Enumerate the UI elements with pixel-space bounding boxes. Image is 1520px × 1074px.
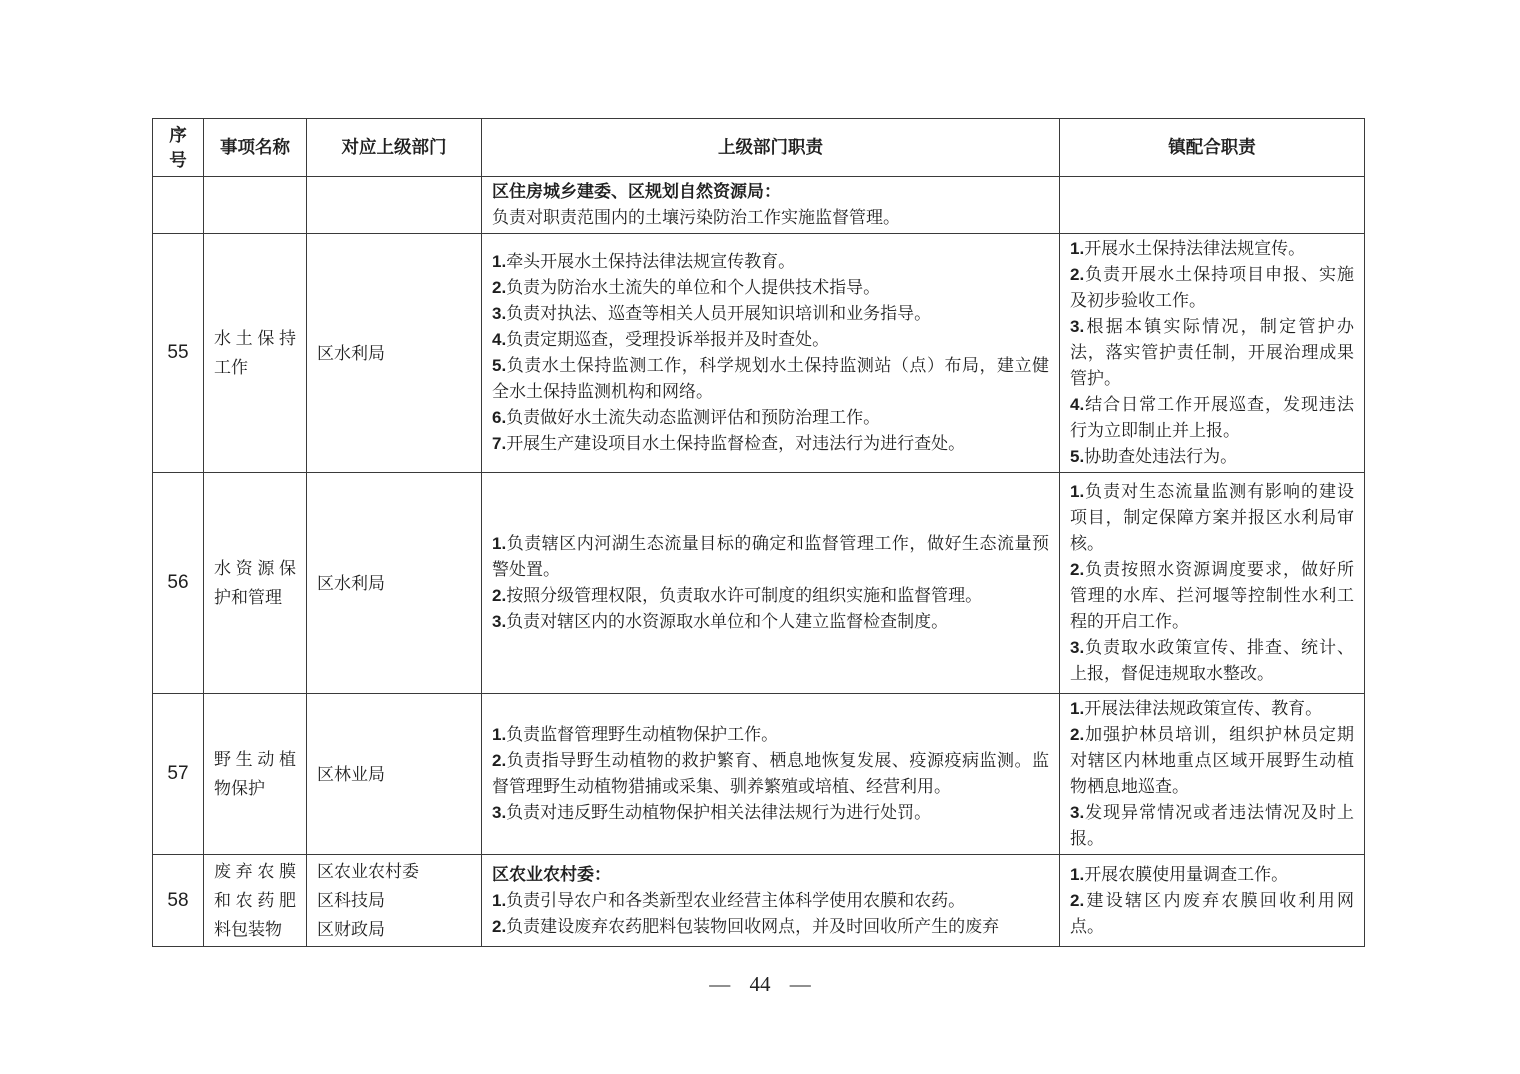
cell-item-name: 水土保持工作 <box>204 234 307 473</box>
cell-item-name: 水资源保护和管理 <box>204 473 307 694</box>
department-line: 区林业局 <box>317 764 385 784</box>
cell-town-duties <box>1060 694 1365 855</box>
town-duty-paragraph: 1.开展水土保持法律法规宣传。 <box>1070 239 1306 258</box>
item-number: 1. <box>492 534 507 553</box>
table-body <box>153 177 1365 947</box>
superior-duty-paragraph: 区农业农村委： <box>492 864 611 884</box>
superior-duty-paragraph: 3.负责对执法、巡查等相关人员开展知识培训和业务指导。 <box>492 304 932 323</box>
cell-town-duties <box>1060 473 1365 694</box>
superior-duty-paragraph: 3.负责对辖区内的水资源取水单位和个人建立监督检查制度。 <box>492 612 949 631</box>
item-number: 2. <box>1070 560 1085 579</box>
item-number: 3. <box>1070 317 1085 336</box>
item-number: 1. <box>492 252 507 271</box>
superior-duty-paragraph: 2.负责指导野生动植物的救护繁育、栖息地恢复发展、疫源疫病监测。监督管理野生动植物猎捕或采集、驯养繁殖或培植、经营利用。 <box>492 751 1049 796</box>
superior-duty-paragraph: 1.负责辖区内河湖生态流量目标的确定和监督管理工作，做好生态流量预警处置。 <box>492 534 1049 579</box>
town-duty-paragraph: 2.加强护林员培训，组织护林员定期对辖区内林地重点区域开展野生动植物栖息地巡查。 <box>1070 725 1354 796</box>
department-line: 区水利局 <box>317 573 385 593</box>
superior-duty-paragraph: 7.开展生产建设项目水土保持监督检查，对违法行为进行查处。 <box>492 434 966 453</box>
page-number: — 44 — <box>709 972 811 996</box>
header-superior: 上级部门职责 <box>482 119 1060 177</box>
town-duty-paragraph: 4.结合日常工作开展巡查，发现违法行为立即制止并上报。 <box>1070 395 1354 440</box>
table-row <box>153 234 1365 473</box>
town-duty-paragraph: 3.发现异常情况或者违法情况及时上报。 <box>1070 803 1354 848</box>
superior-duty-paragraph: 区住房城乡建委、区规划自然资源局： <box>492 182 781 201</box>
town-duty-paragraph: 2.负责开展水土保持项目申报、实施及初步验收工作。 <box>1070 265 1354 310</box>
item-number: 2. <box>492 278 507 297</box>
superior-duty-paragraph: 1.负责引导农户和各类新型农业经营主体科学使用农膜和农药。 <box>492 890 966 910</box>
item-number: 5. <box>492 356 507 375</box>
cell-superior-duties <box>482 234 1060 473</box>
item-number: 2. <box>492 751 507 770</box>
cell-superior-department <box>307 473 482 694</box>
item-number: 3. <box>492 803 507 822</box>
table-row <box>153 473 1365 694</box>
item-number: 2. <box>1070 265 1085 284</box>
item-number: 3. <box>492 612 507 631</box>
town-duty-paragraph: 3.负责取水政策宣传、排查、统计、上报，督促违规取水整改。 <box>1070 638 1354 683</box>
header-town: 镇配合职责 <box>1060 119 1365 177</box>
table-row <box>153 855 1365 947</box>
superior-duty-paragraph: 1.牵头开展水土保持法律法规宣传教育。 <box>492 252 796 271</box>
item-number: 3. <box>1070 638 1085 657</box>
cell-superior-department <box>307 234 482 473</box>
superior-duty-paragraph: 负责对职责范围内的土壤污染防治工作实施监督管理。 <box>492 208 900 227</box>
cell-superior-department <box>307 855 482 947</box>
cell-index: 55 <box>153 234 204 473</box>
table-row <box>153 694 1365 855</box>
cell-item-name: 野生动植物保护 <box>204 694 307 855</box>
item-number: 5. <box>1070 447 1085 466</box>
item-number: 1. <box>1070 864 1085 884</box>
cell-town-duties <box>1060 177 1365 234</box>
item-number: 4. <box>1070 395 1085 414</box>
superior-duty-paragraph: 2.负责为防治水土流失的单位和个人提供技术指导。 <box>492 278 881 297</box>
cell-superior-duties <box>482 177 1060 234</box>
superior-duty-paragraph: 3.负责对违反野生动植物保护相关法律法规行为进行处罚。 <box>492 803 932 822</box>
cell-item-name <box>204 177 307 234</box>
cell-superior-duties <box>482 694 1060 855</box>
item-number: 3. <box>492 304 507 323</box>
cell-index: 57 <box>153 694 204 855</box>
town-duty-paragraph: 1.开展法律法规政策宣传、教育。 <box>1070 699 1323 718</box>
superior-duty-paragraph: 2.负责建设废弃农药肥料包装物回收网点，并及时回收所产生的废弃 <box>492 916 1000 936</box>
item-number: 1. <box>1070 699 1085 718</box>
superior-duty-paragraph: 4.负责定期巡查，受理投诉举报并及时查处。 <box>492 330 830 349</box>
cell-superior-duties <box>482 855 1060 947</box>
item-number: 2. <box>1070 725 1085 744</box>
cell-town-duties <box>1060 855 1365 947</box>
town-duty-paragraph: 1.负责对生态流量监测有影响的建设项目，制定保障方案并报区水利局审核。 <box>1070 482 1354 553</box>
header-name: 事项名称 <box>204 119 307 177</box>
cell-superior-department <box>307 177 482 234</box>
cell-town-duties <box>1060 234 1365 473</box>
town-duty-paragraph: 5.协助查处违法行为。 <box>1070 447 1238 466</box>
item-number: 3. <box>1070 803 1085 822</box>
item-number: 2. <box>492 586 507 605</box>
department-line: 区水利局 <box>317 343 385 363</box>
item-number: 6. <box>492 408 507 427</box>
cell-superior-department <box>307 694 482 855</box>
town-duty-paragraph: 2.建设辖区内废弃农膜回收利用网点。 <box>1070 890 1354 936</box>
cell-index: 56 <box>153 473 204 694</box>
item-number: 4. <box>492 330 507 349</box>
superior-duty-paragraph: 5.负责水土保持监测工作，科学规划水土保持监测站（点）布局，建立健全水土保持监测机构和网络。 <box>492 356 1049 401</box>
cell-superior-duties <box>482 473 1060 694</box>
duty-table <box>152 118 1365 947</box>
header-index: 序号 <box>153 119 204 177</box>
town-duty-paragraph: 1.开展农膜使用量调查工作。 <box>1070 864 1289 884</box>
item-number: 1. <box>492 890 507 910</box>
table-row <box>153 177 1365 234</box>
item-number: 1. <box>492 725 507 744</box>
item-number: 2. <box>492 916 507 936</box>
item-number: 1. <box>1070 482 1085 501</box>
table-header-row <box>153 119 1365 177</box>
cell-index <box>153 177 204 234</box>
item-number: 1. <box>1070 239 1085 258</box>
item-number: 2. <box>1070 890 1085 910</box>
cell-index: 58 <box>153 855 204 947</box>
header-dept: 对应上级部门 <box>307 119 482 177</box>
item-number: 7. <box>492 434 507 453</box>
cell-item-name: 废弃农膜和农药肥料包装物 <box>204 855 307 947</box>
department-line: 区财政局 <box>317 920 385 939</box>
town-duty-paragraph: 3.根据本镇实际情况，制定管护办法，落实管护责任制，开展治理成果管护。 <box>1070 317 1354 388</box>
department-line: 区科技局 <box>317 891 385 910</box>
town-duty-paragraph: 2.负责按照水资源调度要求，做好所管理的水库、拦河堰等控制性水利工程的开启工作。 <box>1070 560 1354 631</box>
superior-duty-paragraph: 6.负责做好水土流失动态监测评估和预防治理工作。 <box>492 408 881 427</box>
superior-duty-paragraph: 1.负责监督管理野生动植物保护工作。 <box>492 725 779 744</box>
department-line: 区农业农村委 <box>317 862 419 881</box>
superior-duty-paragraph: 2.按照分级管理权限，负责取水许可制度的组织实施和监督管理。 <box>492 586 983 605</box>
